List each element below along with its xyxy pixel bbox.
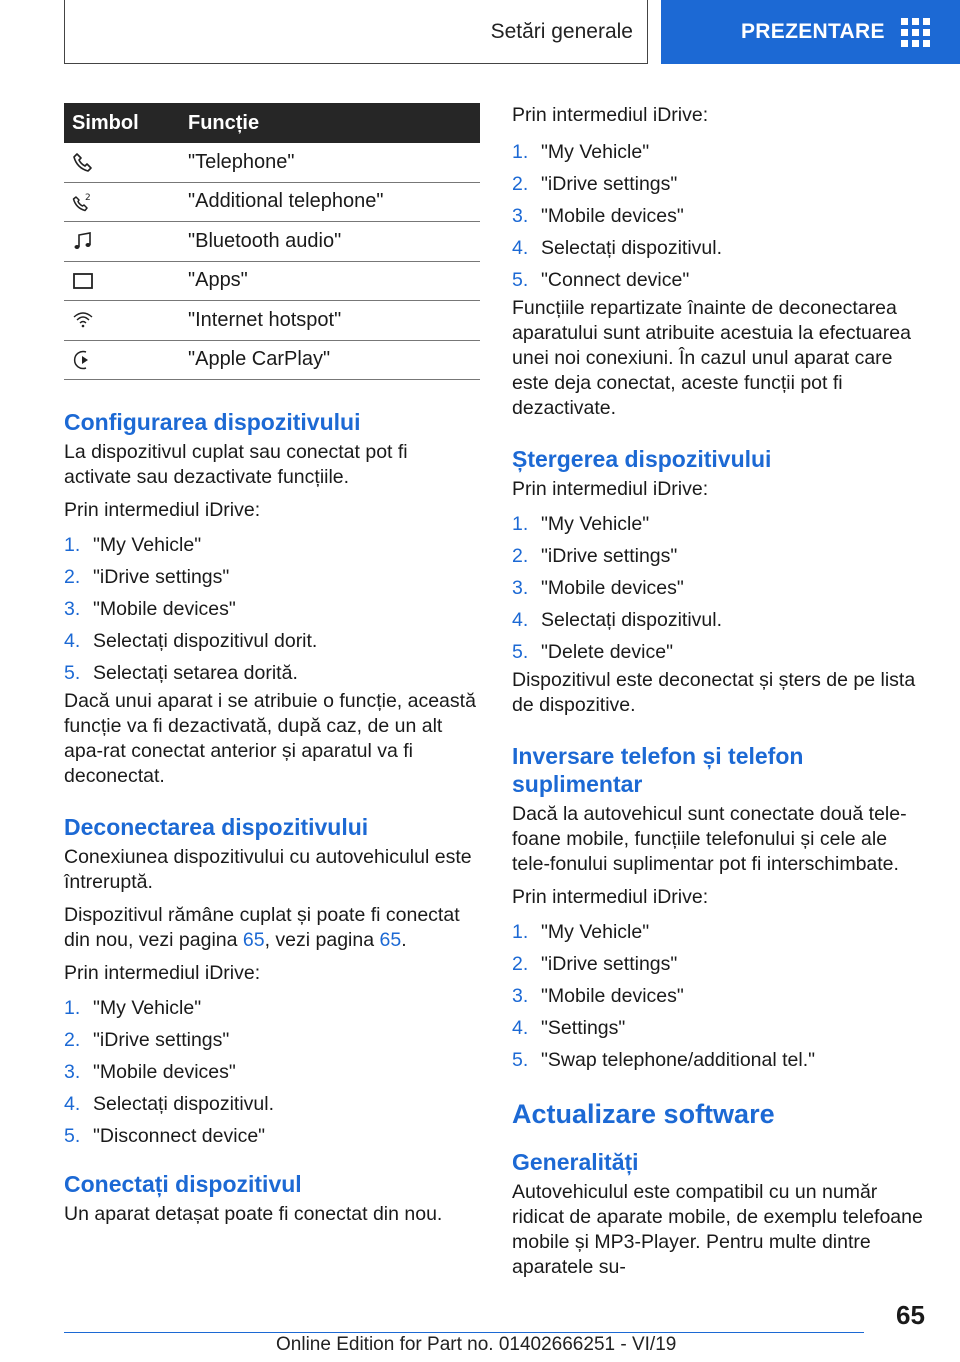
chapter-title: PREZENTARE bbox=[741, 20, 885, 43]
left-column bbox=[64, 103, 480, 1227]
list-item: 4. Selectați dispozitivul dorit. bbox=[64, 630, 318, 652]
update-title: Actualizare software bbox=[512, 1099, 775, 1129]
list-item: 3. "Mobile devices" bbox=[64, 598, 236, 620]
list-item: 5. "Swap telephone/additional tel." bbox=[512, 1049, 816, 1071]
disconnect-title: Deconectarea dispozitivului bbox=[64, 814, 369, 840]
delete-title: Ștergerea dispozitivului bbox=[512, 446, 772, 472]
delete-steps bbox=[512, 508, 928, 668]
configure-title: Configurarea dispozitivului bbox=[64, 409, 361, 435]
list-item: 2. "iDrive settings" bbox=[512, 545, 678, 567]
configure-note: Dacă unui aparat i se atribuie o funcție, această funcție va fi dezactivată, după caz, de un alt apa-rat conectat anterior și aparatul va fi deconectat. bbox=[64, 690, 476, 787]
connect-title: Conectați dispozitivul bbox=[64, 1171, 302, 1197]
svg-text:2: 2 bbox=[85, 192, 91, 203]
grid-menu-icon[interactable] bbox=[901, 18, 930, 47]
additional-phone-icon bbox=[72, 191, 94, 213]
swap-via: Prin intermediul iDrive: bbox=[512, 886, 709, 908]
function-label: "Telephone" bbox=[188, 143, 480, 182]
list-item: 3. "Mobile devices" bbox=[512, 205, 684, 227]
footer-divider bbox=[64, 1332, 864, 1333]
header-chapter[interactable] bbox=[661, 0, 960, 64]
function-label: "Apps" bbox=[188, 261, 480, 301]
table-row bbox=[64, 222, 480, 262]
delete-via: Prin intermediul iDrive: bbox=[512, 478, 709, 500]
disconnect-steps bbox=[64, 992, 480, 1152]
list-item: 1. "My Vehicle" bbox=[64, 997, 202, 1019]
disconnect-via: Prin intermediul iDrive: bbox=[64, 962, 261, 984]
list-item: 4. Selectați dispozitivul. bbox=[512, 237, 723, 259]
function-label: "Bluetooth audio" bbox=[188, 222, 480, 262]
footer-edition: Online Edition for Part no. 01402666251 - VI/19 bbox=[276, 1334, 677, 1355]
list-item: 4. Selectați dispozitivul. bbox=[512, 609, 723, 631]
music-note-icon bbox=[72, 230, 94, 252]
list-item: 5. Selectați setarea dorită. bbox=[64, 662, 298, 684]
list-item: 5. "Delete device" bbox=[512, 641, 673, 663]
page-number: 65 bbox=[896, 1300, 925, 1330]
list-item: 1. "My Vehicle" bbox=[64, 534, 202, 556]
table-row bbox=[64, 261, 480, 301]
list-item: 2. "iDrive settings" bbox=[512, 173, 678, 195]
carplay-icon bbox=[72, 349, 94, 371]
wifi-icon bbox=[72, 309, 94, 331]
list-item: 5. "Connect device" bbox=[512, 269, 690, 291]
connect-text: Un aparat detașat poate fi conectat din nou. bbox=[64, 1203, 443, 1225]
list-item: 4. Selectați dispozitivul. bbox=[64, 1093, 275, 1115]
list-item: 3. "Mobile devices" bbox=[512, 985, 684, 1007]
function-label: "Additional telephone" bbox=[188, 182, 480, 222]
swap-text: Dacă la autovehicul sunt conectate două tele-foane mobile, funcțiile telefonului și cele ale tele-fonului suplimentar pot fi interschimbate. bbox=[512, 803, 907, 875]
symbol-table bbox=[64, 103, 480, 380]
table-row bbox=[64, 340, 480, 380]
list-item: 2. "iDrive settings" bbox=[64, 566, 230, 588]
function-label: "Apple CarPlay" bbox=[188, 340, 480, 380]
table-header-symbol: Simbol bbox=[64, 103, 188, 143]
intro-via: Prin intermediul iDrive: bbox=[512, 104, 709, 126]
header-section bbox=[64, 0, 648, 64]
disconnect-text: Conexiunea dispozitivului cu autovehiculul este întreruptă. bbox=[64, 846, 472, 893]
list-item: 2. "iDrive settings" bbox=[64, 1029, 230, 1051]
function-label: "Internet hotspot" bbox=[188, 301, 480, 341]
table-row bbox=[64, 301, 480, 341]
list-item: 3. "Mobile devices" bbox=[512, 577, 684, 599]
table-header-function: Funcție bbox=[188, 103, 480, 143]
right-column bbox=[512, 103, 928, 1280]
delete-note: Dispozitivul este deconectat și șters de pe lista de dispozitive. bbox=[512, 669, 916, 716]
update-text: Autovehiculul este compatibil cu un număr ridicat de aparate mobile, de exemplu telefoane mobile și MP3-Player. Pentru multe dintre aparatele su- bbox=[512, 1181, 923, 1278]
connect-note: Funcțiile repartizate înainte de deconectarea aparatului sunt atribuite acestuia la efectuarea unei noi conexiuni. În cazul unul aparat care este deja conectat, aceste funcții pot fi dezactivate. bbox=[512, 297, 911, 419]
configure-text: La dispozitivul cuplat sau conectat pot fi activate sau dezactivate funcțiile. bbox=[64, 441, 408, 488]
list-item: 1. "My Vehicle" bbox=[512, 513, 650, 535]
connect-steps bbox=[512, 136, 928, 296]
disconnect-reconnect-text: Dispozitivul rămâne cuplat și poate fi conectat din nou, vezi pagina 65, vezi pagina 65. bbox=[64, 904, 460, 951]
list-item: 4. "Settings" bbox=[512, 1017, 626, 1039]
update-subtitle: Generalități bbox=[512, 1149, 639, 1175]
configure-via: Prin intermediul iDrive: bbox=[64, 499, 261, 521]
section-title: Setări generale bbox=[490, 19, 633, 43]
phone-icon bbox=[72, 151, 94, 173]
configure-steps bbox=[64, 529, 480, 689]
list-item: 5. "Disconnect device" bbox=[64, 1125, 266, 1147]
list-item: 3. "Mobile devices" bbox=[64, 1061, 236, 1083]
table-row bbox=[64, 143, 480, 182]
apps-icon bbox=[72, 270, 94, 292]
page-link[interactable]: 65 bbox=[242, 929, 265, 951]
swap-steps bbox=[512, 916, 928, 1076]
table-row bbox=[64, 182, 480, 222]
page-link[interactable]: 65 bbox=[379, 929, 402, 951]
list-item: 1. "My Vehicle" bbox=[512, 921, 650, 943]
swap-title: Inversare telefon și telefon suplimentar bbox=[512, 743, 804, 797]
list-item: 1. "My Vehicle" bbox=[512, 141, 650, 163]
list-item: 2. "iDrive settings" bbox=[512, 953, 678, 975]
